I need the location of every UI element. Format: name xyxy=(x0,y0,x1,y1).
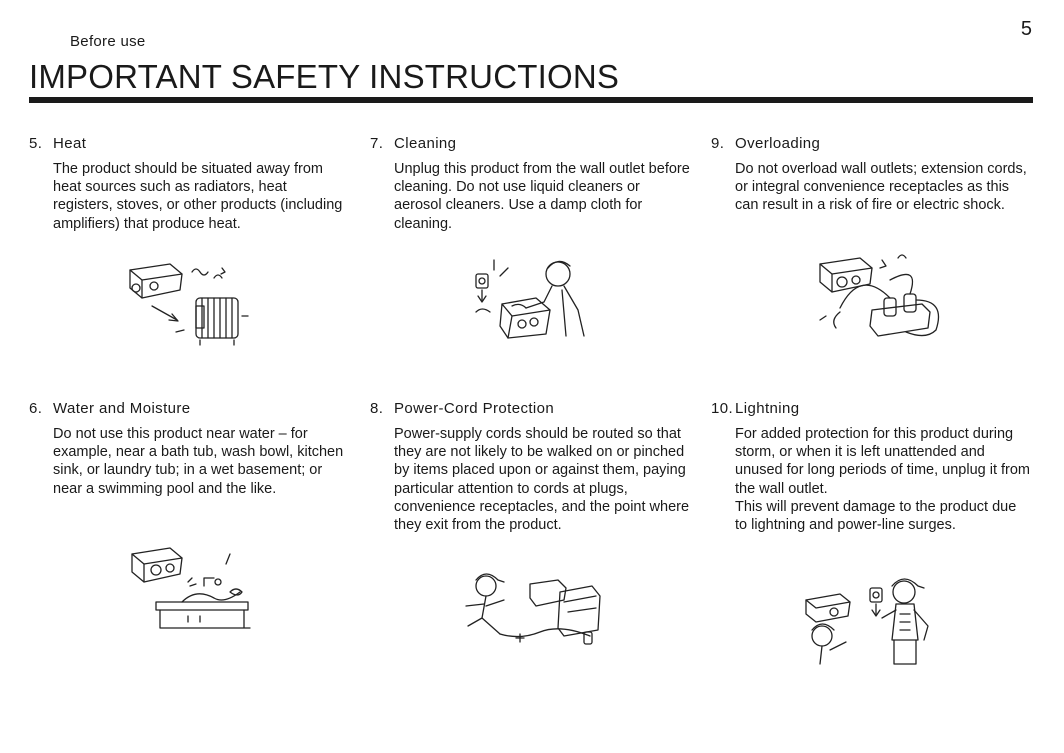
item-heading: Power-Cord Protection xyxy=(394,400,555,417)
item-paragraph: Do not use this product near water – for example, near a bath tub, wash bowl, kitchen sink, or laundry tub; in a wet basement; or near a swimming pool and the like. xyxy=(53,426,344,497)
instruction-heat xyxy=(29,135,349,233)
instruction-lightning xyxy=(711,400,1031,534)
item-number: 9. xyxy=(711,135,725,152)
projector-near-radiator-icon xyxy=(122,258,252,348)
item-body xyxy=(53,425,349,498)
item-paragraph: This will prevent damage to the product due to lightning and power-line surges. xyxy=(735,498,1017,534)
instruction-water-and-moisture xyxy=(29,400,349,498)
item-paragraph: Power-supply cords should be routed so that they are not likely to be walked on or pinched by items placed upon or against them, paying particular attention to cords at plugs, convenience receptacles, and the point where they exit from the product. xyxy=(394,426,690,534)
projector-near-sink-icon xyxy=(126,540,256,632)
overloaded-outlet-icon xyxy=(812,250,944,342)
instruction-overloading xyxy=(711,135,1031,215)
item-heading: Overloading xyxy=(735,135,821,152)
item-body xyxy=(394,160,690,233)
item-paragraph: Do not overload wall outlets; extension cords, or integral convenience receptacles as this can result in a risk of fire or electric shock. xyxy=(735,161,1027,214)
page-number: 5 xyxy=(1020,18,1032,40)
instruction-cleaning xyxy=(370,135,690,233)
item-number: 6. xyxy=(29,400,43,417)
item-body xyxy=(394,425,690,534)
item-number: 8. xyxy=(370,400,384,417)
person-cleaning-projector-icon xyxy=(466,250,596,342)
person-unplugging-projector-icon xyxy=(800,570,940,666)
item-heading: Water and Moisture xyxy=(53,400,191,417)
item-paragraph: The product should be situated away from heat sources such as radiators, heat registers, stoves, or other products (including amplifiers) that produce heat. xyxy=(53,161,343,232)
instruction-power-cord-protection xyxy=(370,400,690,534)
page-title: IMPORTANT SAFETY INSTRUCTIONS xyxy=(29,58,620,95)
item-body xyxy=(735,425,1031,534)
section-label: Before use xyxy=(70,33,146,50)
item-number: 5. xyxy=(29,135,43,152)
title-rule xyxy=(29,97,1033,103)
item-heading: Heat xyxy=(53,135,87,152)
item-body xyxy=(53,160,349,233)
item-paragraph: Unplug this product from the wall outlet before cleaning. Do not use liquid cleaners or aerosol cleaners. Use a damp cloth for cleaning. xyxy=(394,161,690,232)
item-body xyxy=(735,160,1031,215)
item-heading: Cleaning xyxy=(394,135,457,152)
item-paragraph: For added protection for this product during storm, or when it is left unattended and unused for long periods of time, unplug it from the wall outlet. xyxy=(735,426,1030,497)
item-number: 7. xyxy=(370,135,384,152)
item-number: 10. xyxy=(711,400,734,417)
child-tripping-on-cord-icon xyxy=(460,566,604,650)
item-heading: Lightning xyxy=(735,400,800,417)
